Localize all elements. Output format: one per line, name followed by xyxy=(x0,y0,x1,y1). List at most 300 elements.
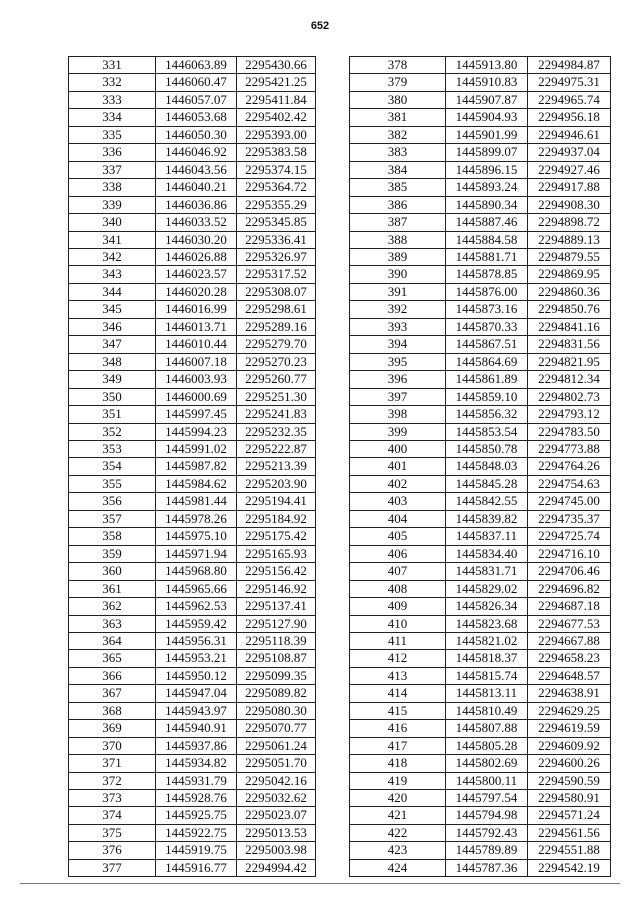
y-coordinate-cell: 2295070.77 xyxy=(237,720,316,737)
table-row xyxy=(69,824,316,841)
x-coordinate-cell: 1445887.46 xyxy=(446,214,528,231)
table-row xyxy=(69,510,316,527)
point-number-cell: 422 xyxy=(350,824,446,841)
x-coordinate-cell: 1446046.92 xyxy=(156,144,237,161)
point-number-cell: 344 xyxy=(69,283,156,300)
table-row xyxy=(350,458,611,475)
point-number-cell: 368 xyxy=(69,702,156,719)
point-number-cell: 411 xyxy=(350,632,446,649)
table-row xyxy=(350,231,611,248)
table-row xyxy=(69,74,316,91)
table-row xyxy=(350,685,611,702)
point-number-cell: 345 xyxy=(69,301,156,318)
x-coordinate-cell: 1445859.10 xyxy=(446,388,528,405)
y-coordinate-cell: 2294821.95 xyxy=(528,353,611,370)
y-coordinate-cell: 2294917.88 xyxy=(528,179,611,196)
y-coordinate-cell: 2295393.00 xyxy=(237,126,316,143)
point-number-cell: 394 xyxy=(350,336,446,353)
y-coordinate-cell: 2294946.61 xyxy=(528,126,611,143)
x-coordinate-cell: 1445890.34 xyxy=(446,196,528,213)
x-coordinate-cell: 1445965.66 xyxy=(156,580,237,597)
x-coordinate-cell: 1446040.21 xyxy=(156,179,237,196)
table-row xyxy=(69,336,316,353)
table-row xyxy=(350,528,611,545)
point-number-cell: 406 xyxy=(350,545,446,562)
point-number-cell: 353 xyxy=(69,440,156,457)
x-coordinate-cell: 1445956.31 xyxy=(156,632,237,649)
table-row xyxy=(69,353,316,370)
x-coordinate-cell: 1445978.26 xyxy=(156,510,237,527)
y-coordinate-cell: 2294898.72 xyxy=(528,214,611,231)
point-number-cell: 413 xyxy=(350,667,446,684)
x-coordinate-cell: 1446013.71 xyxy=(156,318,237,335)
x-coordinate-cell: 1445910.83 xyxy=(446,74,528,91)
point-number-cell: 399 xyxy=(350,423,446,440)
point-number-cell: 421 xyxy=(350,807,446,824)
y-coordinate-cell: 2295289.16 xyxy=(237,318,316,335)
y-coordinate-cell: 2295127.90 xyxy=(237,615,316,632)
x-coordinate-cell: 1445922.75 xyxy=(156,824,237,841)
y-coordinate-cell: 2294841.16 xyxy=(528,318,611,335)
point-number-cell: 370 xyxy=(69,737,156,754)
table-row xyxy=(69,458,316,475)
x-coordinate-cell: 1446023.57 xyxy=(156,266,237,283)
table-row xyxy=(350,859,611,876)
point-number-cell: 409 xyxy=(350,598,446,615)
table-row xyxy=(350,109,611,126)
x-coordinate-cell: 1445810.49 xyxy=(446,702,528,719)
point-number-cell: 382 xyxy=(350,126,446,143)
y-coordinate-cell: 2294687.18 xyxy=(528,598,611,615)
point-number-cell: 398 xyxy=(350,406,446,423)
table-row xyxy=(350,545,611,562)
point-number-cell: 396 xyxy=(350,371,446,388)
point-number-cell: 372 xyxy=(69,772,156,789)
y-coordinate-cell: 2295108.87 xyxy=(237,650,316,667)
y-coordinate-cell: 2295251.30 xyxy=(237,388,316,405)
y-coordinate-cell: 2295203.90 xyxy=(237,475,316,492)
table-row xyxy=(350,615,611,632)
x-coordinate-cell: 1445829.02 xyxy=(446,580,528,597)
table-row xyxy=(350,737,611,754)
point-number-cell: 339 xyxy=(69,196,156,213)
y-coordinate-cell: 2295345.85 xyxy=(237,214,316,231)
y-coordinate-cell: 2295260.77 xyxy=(237,371,316,388)
x-coordinate-cell: 1445839.82 xyxy=(446,510,528,527)
x-coordinate-cell: 1445837.11 xyxy=(446,528,528,545)
point-number-cell: 358 xyxy=(69,528,156,545)
table-row xyxy=(69,126,316,143)
point-number-cell: 352 xyxy=(69,423,156,440)
y-coordinate-cell: 2294869.95 xyxy=(528,266,611,283)
x-coordinate-cell: 1445867.51 xyxy=(446,336,528,353)
table-row xyxy=(350,824,611,841)
table-row xyxy=(350,179,611,196)
point-number-cell: 365 xyxy=(69,650,156,667)
x-coordinate-cell: 1446000.69 xyxy=(156,388,237,405)
x-coordinate-cell: 1446057.07 xyxy=(156,91,237,108)
x-coordinate-cell: 1445850.78 xyxy=(446,440,528,457)
table-row xyxy=(69,772,316,789)
point-number-cell: 363 xyxy=(69,615,156,632)
x-coordinate-cell: 1445919.75 xyxy=(156,842,237,859)
point-number-cell: 420 xyxy=(350,790,446,807)
x-coordinate-cell: 1445831.71 xyxy=(446,563,528,580)
point-number-cell: 335 xyxy=(69,126,156,143)
point-number-cell: 333 xyxy=(69,91,156,108)
point-number-cell: 357 xyxy=(69,510,156,527)
y-coordinate-cell: 2295099.35 xyxy=(237,667,316,684)
y-coordinate-cell: 2295051.70 xyxy=(237,755,316,772)
point-number-cell: 338 xyxy=(69,179,156,196)
table-row xyxy=(350,266,611,283)
table-row xyxy=(350,196,611,213)
table-row xyxy=(69,790,316,807)
x-coordinate-cell: 1445884.58 xyxy=(446,231,528,248)
x-coordinate-cell: 1445821.02 xyxy=(446,632,528,649)
y-coordinate-cell: 2295156.42 xyxy=(237,563,316,580)
x-coordinate-cell: 1445856.32 xyxy=(446,406,528,423)
point-number-cell: 415 xyxy=(350,702,446,719)
table-row xyxy=(350,423,611,440)
y-coordinate-cell: 2294754.63 xyxy=(528,475,611,492)
y-coordinate-cell: 2294629.25 xyxy=(528,702,611,719)
x-coordinate-cell: 1445797.54 xyxy=(446,790,528,807)
x-coordinate-cell: 1445940.91 xyxy=(156,720,237,737)
x-coordinate-cell: 1445984.62 xyxy=(156,475,237,492)
x-coordinate-cell: 1445916.77 xyxy=(156,859,237,876)
y-coordinate-cell: 2295080.30 xyxy=(237,702,316,719)
point-number-cell: 384 xyxy=(350,161,446,178)
x-coordinate-cell: 1445901.99 xyxy=(446,126,528,143)
x-coordinate-cell: 1445907.87 xyxy=(446,91,528,108)
point-number-cell: 362 xyxy=(69,598,156,615)
x-coordinate-cell: 1445842.55 xyxy=(446,493,528,510)
x-coordinate-cell: 1445968.80 xyxy=(156,563,237,580)
y-coordinate-cell: 2294561.56 xyxy=(528,824,611,841)
table-row xyxy=(350,755,611,772)
x-coordinate-cell: 1445853.54 xyxy=(446,423,528,440)
y-coordinate-cell: 2295364.72 xyxy=(237,179,316,196)
point-number-cell: 385 xyxy=(350,179,446,196)
x-coordinate-cell: 1445861.89 xyxy=(446,371,528,388)
x-coordinate-cell: 1445818.37 xyxy=(446,650,528,667)
table-row xyxy=(69,144,316,161)
table-row xyxy=(69,91,316,108)
point-number-cell: 392 xyxy=(350,301,446,318)
table-row xyxy=(69,615,316,632)
x-coordinate-cell: 1446060.47 xyxy=(156,74,237,91)
table-row xyxy=(69,301,316,318)
table-row xyxy=(69,109,316,126)
table-row xyxy=(69,859,316,876)
x-coordinate-cell: 1445805.28 xyxy=(446,737,528,754)
x-coordinate-cell: 1446016.99 xyxy=(156,301,237,318)
x-coordinate-cell: 1445934.82 xyxy=(156,755,237,772)
x-coordinate-cell: 1445800.11 xyxy=(446,772,528,789)
point-number-cell: 391 xyxy=(350,283,446,300)
point-number-cell: 342 xyxy=(69,248,156,265)
y-coordinate-cell: 2295298.61 xyxy=(237,301,316,318)
x-coordinate-cell: 1445864.69 xyxy=(446,353,528,370)
y-coordinate-cell: 2294937.04 xyxy=(528,144,611,161)
y-coordinate-cell: 2294706.46 xyxy=(528,563,611,580)
x-coordinate-cell: 1445991.02 xyxy=(156,440,237,457)
point-number-cell: 412 xyxy=(350,650,446,667)
table-row xyxy=(69,440,316,457)
x-coordinate-cell: 1445931.79 xyxy=(156,772,237,789)
y-coordinate-cell: 2295279.70 xyxy=(237,336,316,353)
point-number-cell: 401 xyxy=(350,458,446,475)
y-coordinate-cell: 2294580.91 xyxy=(528,790,611,807)
x-coordinate-cell: 1446043.56 xyxy=(156,161,237,178)
x-coordinate-cell: 1445981.44 xyxy=(156,493,237,510)
x-coordinate-cell: 1445962.53 xyxy=(156,598,237,615)
x-coordinate-cell: 1445997.45 xyxy=(156,406,237,423)
point-number-cell: 397 xyxy=(350,388,446,405)
x-coordinate-cell: 1445815.74 xyxy=(446,667,528,684)
x-coordinate-cell: 1446036.86 xyxy=(156,196,237,213)
point-number-cell: 408 xyxy=(350,580,446,597)
point-number-cell: 361 xyxy=(69,580,156,597)
y-coordinate-cell: 2295013.53 xyxy=(237,824,316,841)
point-number-cell: 410 xyxy=(350,615,446,632)
table-row xyxy=(350,371,611,388)
table-row xyxy=(350,598,611,615)
table-row xyxy=(69,842,316,859)
x-coordinate-cell: 1445994.23 xyxy=(156,423,237,440)
x-coordinate-cell: 1446053.68 xyxy=(156,109,237,126)
table-row xyxy=(350,563,611,580)
point-number-cell: 395 xyxy=(350,353,446,370)
point-number-cell: 371 xyxy=(69,755,156,772)
x-coordinate-cell: 1445953.21 xyxy=(156,650,237,667)
table-row xyxy=(350,440,611,457)
y-coordinate-cell: 2295118.39 xyxy=(237,632,316,649)
point-number-cell: 349 xyxy=(69,371,156,388)
y-coordinate-cell: 2295089.82 xyxy=(237,685,316,702)
x-coordinate-cell: 1445881.71 xyxy=(446,248,528,265)
y-coordinate-cell: 2295023.07 xyxy=(237,807,316,824)
y-coordinate-cell: 2294677.53 xyxy=(528,615,611,632)
x-coordinate-cell: 1445987.82 xyxy=(156,458,237,475)
x-coordinate-cell: 1445925.75 xyxy=(156,807,237,824)
table-row xyxy=(69,528,316,545)
x-coordinate-cell: 1445943.97 xyxy=(156,702,237,719)
y-coordinate-cell: 2295383.58 xyxy=(237,144,316,161)
point-number-cell: 383 xyxy=(350,144,446,161)
point-number-cell: 386 xyxy=(350,196,446,213)
y-coordinate-cell: 2295213.39 xyxy=(237,458,316,475)
y-coordinate-cell: 2295308.07 xyxy=(237,283,316,300)
x-coordinate-cell: 1445826.34 xyxy=(446,598,528,615)
point-number-cell: 366 xyxy=(69,667,156,684)
table-row xyxy=(350,632,611,649)
table-row xyxy=(350,144,611,161)
point-number-cell: 390 xyxy=(350,266,446,283)
y-coordinate-cell: 2295061.24 xyxy=(237,737,316,754)
x-coordinate-cell: 1446007.18 xyxy=(156,353,237,370)
table-row xyxy=(69,702,316,719)
y-coordinate-cell: 2294965.74 xyxy=(528,91,611,108)
y-coordinate-cell: 2294802.73 xyxy=(528,388,611,405)
y-coordinate-cell: 2295232.35 xyxy=(237,423,316,440)
point-number-cell: 419 xyxy=(350,772,446,789)
point-number-cell: 346 xyxy=(69,318,156,335)
point-number-cell: 424 xyxy=(350,859,446,876)
table-row xyxy=(69,475,316,492)
table-row xyxy=(350,214,611,231)
y-coordinate-cell: 2295336.41 xyxy=(237,231,316,248)
point-number-cell: 331 xyxy=(69,57,156,74)
x-coordinate-cell: 1446030.20 xyxy=(156,231,237,248)
y-coordinate-cell: 2294850.76 xyxy=(528,301,611,318)
table-row xyxy=(350,126,611,143)
y-coordinate-cell: 2294889.13 xyxy=(528,231,611,248)
table-row xyxy=(69,493,316,510)
table-row xyxy=(350,388,611,405)
x-coordinate-cell: 1445876.00 xyxy=(446,283,528,300)
y-coordinate-cell: 2294812.34 xyxy=(528,371,611,388)
table-row xyxy=(69,423,316,440)
table-row xyxy=(69,807,316,824)
table-row xyxy=(350,580,611,597)
point-number-cell: 389 xyxy=(350,248,446,265)
y-coordinate-cell: 2294619.59 xyxy=(528,720,611,737)
table-row xyxy=(69,161,316,178)
point-number-cell: 374 xyxy=(69,807,156,824)
y-coordinate-cell: 2294638.91 xyxy=(528,685,611,702)
x-coordinate-cell: 1445913.80 xyxy=(446,57,528,74)
table-row xyxy=(350,336,611,353)
y-coordinate-cell: 2295137.41 xyxy=(237,598,316,615)
coordinates-table-left xyxy=(68,56,316,877)
point-number-cell: 423 xyxy=(350,842,446,859)
y-coordinate-cell: 2294831.56 xyxy=(528,336,611,353)
y-coordinate-cell: 2294542.19 xyxy=(528,859,611,876)
y-coordinate-cell: 2295194.41 xyxy=(237,493,316,510)
x-coordinate-cell: 1445904.93 xyxy=(446,109,528,126)
x-coordinate-cell: 1445873.16 xyxy=(446,301,528,318)
point-number-cell: 417 xyxy=(350,737,446,754)
x-coordinate-cell: 1445845.28 xyxy=(446,475,528,492)
x-coordinate-cell: 1445878.85 xyxy=(446,266,528,283)
table-row xyxy=(350,493,611,510)
x-coordinate-cell: 1445787.36 xyxy=(446,859,528,876)
y-coordinate-cell: 2294793.12 xyxy=(528,406,611,423)
table-row xyxy=(350,667,611,684)
y-coordinate-cell: 2294879.55 xyxy=(528,248,611,265)
point-number-cell: 340 xyxy=(69,214,156,231)
table-row xyxy=(350,318,611,335)
table-row xyxy=(350,650,611,667)
y-coordinate-cell: 2294975.31 xyxy=(528,74,611,91)
y-coordinate-cell: 2295175.42 xyxy=(237,528,316,545)
y-coordinate-cell: 2294984.87 xyxy=(528,57,611,74)
point-number-cell: 414 xyxy=(350,685,446,702)
table-row xyxy=(69,598,316,615)
table-row xyxy=(350,475,611,492)
point-number-cell: 404 xyxy=(350,510,446,527)
x-coordinate-cell: 1445950.12 xyxy=(156,667,237,684)
table-row xyxy=(69,737,316,754)
x-coordinate-cell: 1445971.94 xyxy=(156,545,237,562)
x-coordinate-cell: 1445834.40 xyxy=(446,545,528,562)
y-coordinate-cell: 2295032.62 xyxy=(237,790,316,807)
x-coordinate-cell: 1446033.52 xyxy=(156,214,237,231)
point-number-cell: 350 xyxy=(69,388,156,405)
table-row xyxy=(350,790,611,807)
y-coordinate-cell: 2295165.93 xyxy=(237,545,316,562)
y-coordinate-cell: 2294860.36 xyxy=(528,283,611,300)
y-coordinate-cell: 2295326.97 xyxy=(237,248,316,265)
table-row xyxy=(350,248,611,265)
y-coordinate-cell: 2295184.92 xyxy=(237,510,316,527)
y-coordinate-cell: 2295222.87 xyxy=(237,440,316,457)
x-coordinate-cell: 1445813.11 xyxy=(446,685,528,702)
table-row xyxy=(350,161,611,178)
table-row xyxy=(69,545,316,562)
point-number-cell: 334 xyxy=(69,109,156,126)
table-row xyxy=(69,57,316,74)
point-number-cell: 336 xyxy=(69,144,156,161)
table-row xyxy=(350,353,611,370)
point-number-cell: 416 xyxy=(350,720,446,737)
x-coordinate-cell: 1445928.76 xyxy=(156,790,237,807)
table-row xyxy=(69,667,316,684)
table-row xyxy=(69,563,316,580)
point-number-cell: 407 xyxy=(350,563,446,580)
table-row xyxy=(69,650,316,667)
y-coordinate-cell: 2294994.42 xyxy=(237,859,316,876)
point-number-cell: 388 xyxy=(350,231,446,248)
table-row xyxy=(350,702,611,719)
x-coordinate-cell: 1445823.68 xyxy=(446,615,528,632)
point-number-cell: 400 xyxy=(350,440,446,457)
y-coordinate-cell: 2294696.82 xyxy=(528,580,611,597)
y-coordinate-cell: 2294600.26 xyxy=(528,755,611,772)
table-row xyxy=(350,301,611,318)
x-coordinate-cell: 1445896.15 xyxy=(446,161,528,178)
y-coordinate-cell: 2294773.88 xyxy=(528,440,611,457)
y-coordinate-cell: 2294908.30 xyxy=(528,196,611,213)
point-number-cell: 418 xyxy=(350,755,446,772)
table-row xyxy=(69,318,316,335)
y-coordinate-cell: 2294745.00 xyxy=(528,493,611,510)
x-coordinate-cell: 1445848.03 xyxy=(446,458,528,475)
y-coordinate-cell: 2294764.26 xyxy=(528,458,611,475)
y-coordinate-cell: 2294551.88 xyxy=(528,842,611,859)
x-coordinate-cell: 1446026.88 xyxy=(156,248,237,265)
table-row xyxy=(350,91,611,108)
x-coordinate-cell: 1446010.44 xyxy=(156,336,237,353)
y-coordinate-cell: 2294667.88 xyxy=(528,632,611,649)
table-row xyxy=(69,371,316,388)
y-coordinate-cell: 2294725.74 xyxy=(528,528,611,545)
y-coordinate-cell: 2295317.52 xyxy=(237,266,316,283)
x-coordinate-cell: 1445789.89 xyxy=(446,842,528,859)
y-coordinate-cell: 2294658.23 xyxy=(528,650,611,667)
point-number-cell: 359 xyxy=(69,545,156,562)
x-coordinate-cell: 1445937.86 xyxy=(156,737,237,754)
point-number-cell: 376 xyxy=(69,842,156,859)
point-number-cell: 367 xyxy=(69,685,156,702)
point-number-cell: 343 xyxy=(69,266,156,283)
point-number-cell: 369 xyxy=(69,720,156,737)
table-row xyxy=(69,248,316,265)
point-number-cell: 355 xyxy=(69,475,156,492)
point-number-cell: 347 xyxy=(69,336,156,353)
